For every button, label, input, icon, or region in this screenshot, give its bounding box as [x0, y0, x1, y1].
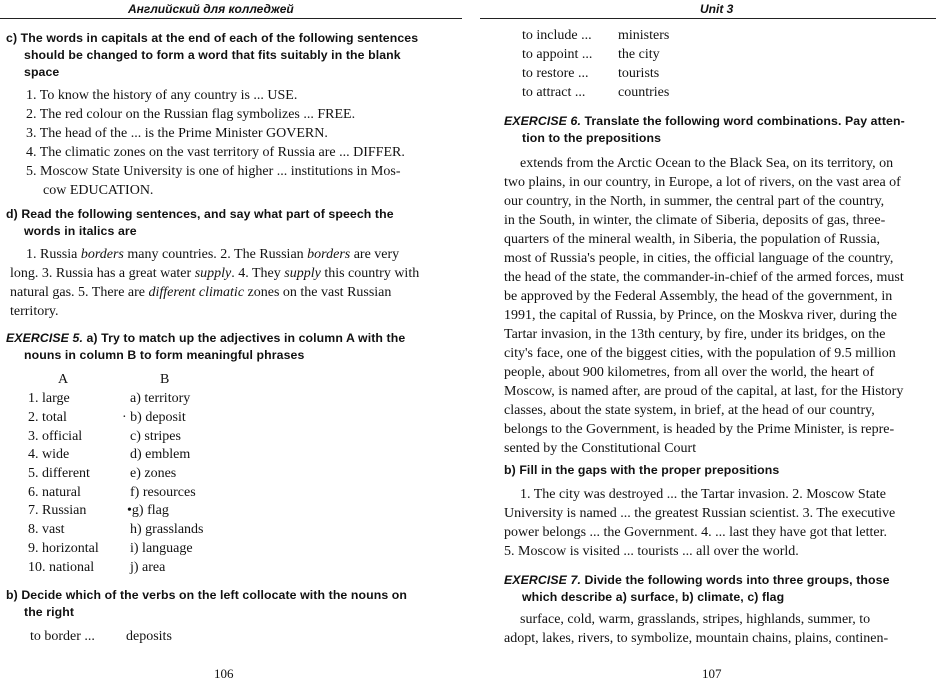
text-line: surface, cold, warm, grasslands, stripes, highlands, summer, to: [520, 612, 871, 627]
collocation-noun: countries: [618, 85, 670, 100]
section-b-text: [504, 485, 932, 561]
exercise-label: EXERCISE 6.: [504, 114, 581, 128]
header-rule: [0, 18, 462, 19]
section-b-title: b) Fill in the gaps with the proper prepositions: [504, 463, 780, 477]
text-line: 1991, the capital of Russia, by Prince, on the Moskva river, during the: [504, 308, 897, 323]
text-line: 1. The city was destroyed ... the Tartar invasion. 2. Moscow State: [520, 487, 886, 502]
text-line: Moscow, is named after, are proud of the capital, at last, for the History: [504, 384, 904, 399]
section-d-text: [10, 245, 432, 321]
column-b-item: i) language: [130, 541, 193, 556]
title-line: tion to the prepositions: [522, 131, 662, 145]
running-header: Английский для колледжей: [128, 2, 294, 16]
column-b-item: e) zones: [130, 466, 177, 481]
column-a-item: 3. official: [28, 429, 83, 444]
title-line: words in italics are: [24, 224, 137, 238]
text-line: belongs to the Government, is headed by the Prime Minister, is repre-: [504, 422, 895, 437]
column-a-item: 1. large: [28, 391, 70, 406]
text-line: extends from the Arctic Ocean to the Black Sea, on its territory, on: [520, 156, 894, 171]
section-c-title: [6, 30, 456, 81]
column-a-item: 2. total: [28, 410, 67, 425]
collocation-noun: tourists: [618, 66, 660, 81]
column-b-item: j) area: [130, 560, 166, 575]
column-a-header: A: [58, 372, 69, 387]
section-d-title: [6, 206, 456, 240]
right-page: [476, 0, 940, 688]
column-b-header: B: [160, 372, 170, 387]
page-number: 106: [214, 666, 234, 681]
sentence-line: 5. Moscow State University is one of higher ... institutions in Mos-: [26, 164, 401, 179]
text-line: people, about 900 kilometres, from all over the world, the heart of: [504, 365, 875, 380]
title-line: the right: [24, 605, 75, 619]
text-line: sented by the Constitutional Court: [504, 441, 697, 456]
text-line: 5. Moscow is visited ... tourists ... all over the world.: [504, 544, 799, 559]
text-line: in the South, in winter, the climate of Siberia, deposits of gas, three-: [504, 213, 886, 228]
exercise-6-title: [504, 113, 934, 147]
text-line: the head of the state, the commander-in-chief of the armed forces, must: [504, 270, 904, 285]
column-a-item: 6. natural: [28, 485, 81, 500]
text-line: city's face, one of the biggest cities, with the population of 9.5 million: [504, 346, 896, 361]
exercise-label: EXERCISE 7.: [504, 573, 581, 587]
collocation-noun: the city: [618, 47, 660, 62]
column-a-item: 8. vast: [28, 522, 65, 537]
column-a-item: 4. wide: [28, 447, 70, 462]
text-line: natural gas. 5. There are different climatic zones on the vast Russian: [10, 285, 392, 300]
text-line: Tartar invasion, in the 13th century, by fire, under its bridges, on the: [504, 327, 886, 342]
column-b-item: •g) flag: [127, 503, 169, 518]
text-line: University is named ... the greatest Russian scientist. 3. The executive: [504, 506, 896, 521]
collocation-verb: to appoint ...: [522, 47, 593, 62]
exercise-7-title: [504, 572, 934, 606]
text-line: classes, about the state system, in brief, at the head of our country,: [504, 403, 875, 418]
title-line: nouns in column B to form meaningful phrases: [24, 348, 305, 362]
text-line: be approved by the Federal Assembly, the head of the government, in: [504, 289, 893, 304]
title-line: c) The words in capitals at the end of each of the following sentences: [6, 31, 419, 45]
text-line: adopt, lakes, rivers, to symbolize, mountain chains, plains, continen-: [504, 631, 889, 646]
exercise-5-title: [6, 330, 456, 364]
sentence-line: 1. To know the history of any country is ... USE.: [26, 88, 298, 103]
left-page: [0, 0, 466, 688]
column-b-item: d) emblem: [130, 447, 191, 462]
section-b-title: [6, 587, 456, 621]
exercise-7-text: [504, 610, 932, 648]
sentence-line: cow EDUCATION.: [43, 183, 154, 198]
title-line: should be changed to form a word that fits suitably in the blank: [24, 48, 401, 62]
exercise-6-text: [504, 154, 932, 458]
collocation-verb: to include ...: [522, 28, 592, 43]
column-b-item: c) stripes: [130, 429, 181, 444]
column-b-item: · b) deposit: [122, 410, 186, 425]
title-line: space: [24, 65, 60, 79]
title-line: b) Decide which of the verbs on the left collocate with the nouns on: [6, 588, 408, 602]
exercise-instruction: Translate the following word combinations. Pay atten-: [580, 114, 905, 128]
exercise-label: EXERCISE 5.: [6, 331, 83, 345]
column-b-item: h) grasslands: [130, 522, 204, 537]
title-line: which describe a) surface, b) climate, c) flag: [522, 590, 785, 604]
column-b-item: a) territory: [130, 391, 191, 406]
text-line: quarters of the mineral wealth, in Siberia, the population of Russia,: [504, 232, 880, 247]
page-number: 107: [702, 666, 722, 681]
text-line: long. 3. Russia has a great water supply. 4. They supply this country with: [10, 266, 420, 281]
column-a-item: 10. national: [28, 560, 95, 575]
column-a-item: 5. different: [28, 466, 90, 481]
sentence-line: 2. The red colour on the Russian flag symbolizes ... FREE.: [26, 107, 356, 122]
running-header: Unit 3: [700, 2, 734, 16]
exercise-instruction: Divide the following words into three groups, those: [580, 573, 890, 587]
collocation-verb: to border ...: [30, 629, 95, 644]
collocation-noun: ministers: [618, 28, 670, 43]
text-line: most of Russia's people, in cities, the official language of the country,: [504, 251, 894, 266]
text-line: territory.: [10, 304, 59, 319]
exercise-instruction: a) Try to match up the adjectives in column A with the: [82, 331, 406, 345]
column-a-item: 9. horizontal: [28, 541, 99, 556]
column-a-item: 7. Russian: [28, 503, 87, 518]
text-line: 1. Russia borders many countries. 2. The Russian borders are very: [26, 247, 400, 262]
text-line: two plains, in our country, in Europe, a lot of rivers, on the vast area of: [504, 175, 901, 190]
title-line: d) Read the following sentences, and say what part of speech the: [6, 207, 394, 221]
collocation-noun: deposits: [126, 629, 172, 644]
header-rule: [480, 18, 936, 19]
section-c-sentences: [26, 86, 446, 200]
sentence-line: 4. The climatic zones on the vast territory of Russia are ... DIFFER.: [26, 145, 405, 160]
collocation-verb: to attract ...: [522, 85, 586, 100]
column-b-item: f) resources: [130, 485, 196, 500]
text-line: our country, in the North, in summer, the central part of the country,: [504, 194, 885, 209]
collocation-verb: to restore ...: [522, 66, 589, 81]
sentence-line: 3. The head of the ... is the Prime Minister GOVERN.: [26, 126, 328, 141]
text-line: power belongs ... the Government. 4. ... last they have got that letter.: [504, 525, 887, 540]
